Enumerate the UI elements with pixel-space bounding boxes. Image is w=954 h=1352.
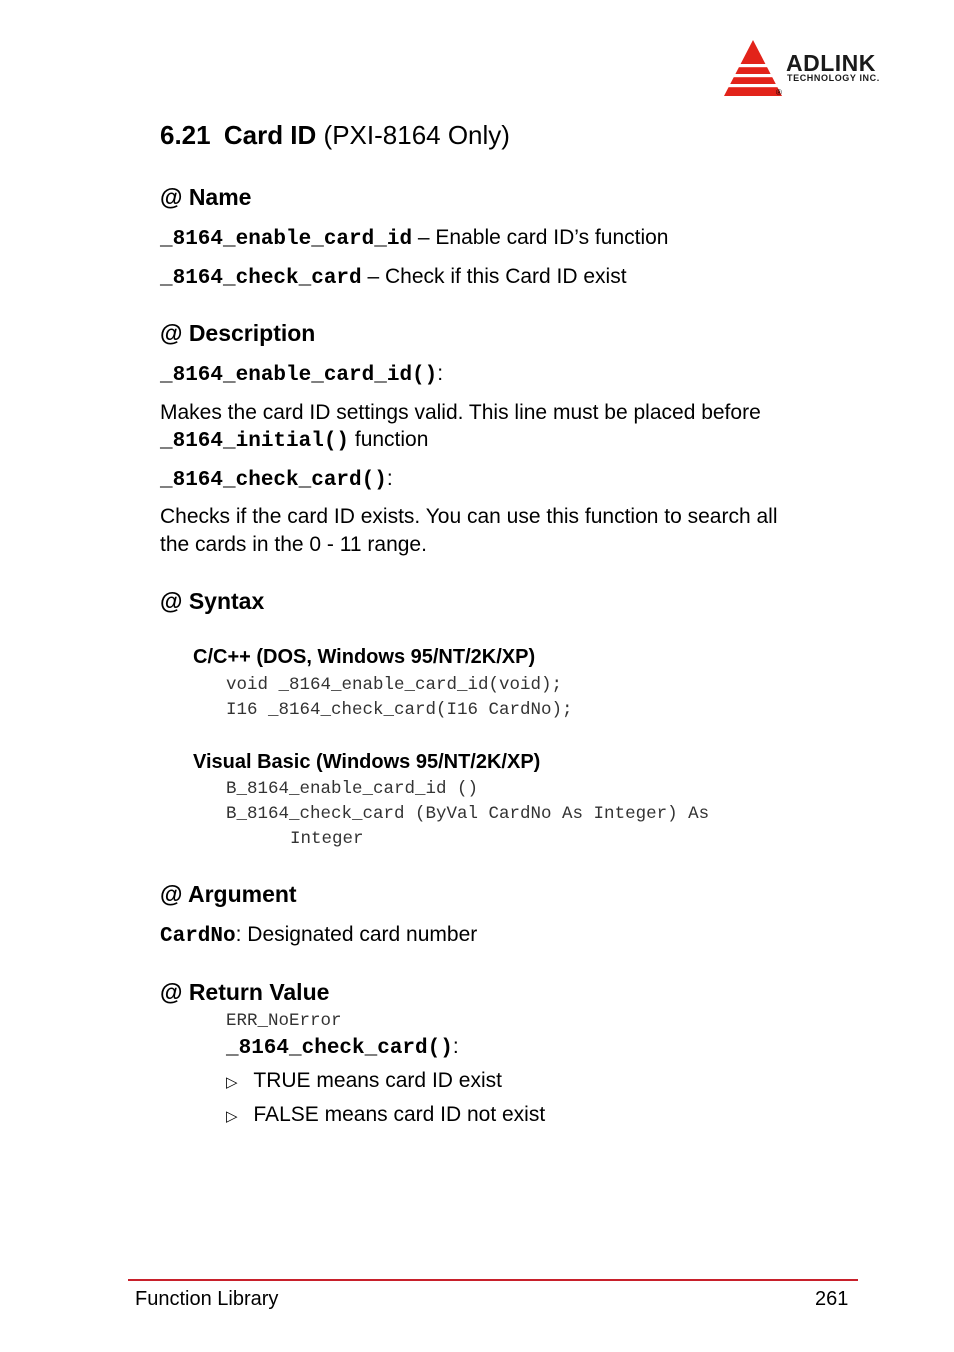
- argument-heading: @ Argument: [160, 881, 297, 907]
- description-colon: :: [437, 362, 444, 385]
- description-para-1-line-2: [160, 426, 428, 456]
- syntax-vb-line: B_8164_enable_card_id (): [226, 779, 479, 799]
- description-func-name: _8164_check_card(): [160, 469, 387, 492]
- argument-desc: : Designated card number: [235, 923, 478, 946]
- syntax-vb-line: Integer: [290, 829, 364, 849]
- section-title-rest: (PXI-8164 Only): [323, 120, 510, 150]
- return-value-bullet: [226, 1101, 545, 1131]
- description-colon: :: [386, 467, 393, 490]
- logo-brand: ADLINK: [786, 50, 876, 76]
- return-value-func: [226, 1033, 459, 1063]
- return-value-code: ERR_NoError: [226, 1011, 342, 1031]
- adlink-logo-mark-icon: [722, 38, 784, 98]
- logo-tagline: TECHNOLOGY INC.: [787, 73, 880, 83]
- description-para-1-line-1: Makes the card ID settings valid. This line must be placed before: [160, 401, 761, 424]
- argument-param: CardNo: [160, 925, 236, 948]
- name-item: [160, 224, 668, 254]
- description-inline-func: _8164_initial(): [160, 430, 350, 453]
- name-desc: – Check if this Card ID exist: [361, 265, 627, 288]
- name-func: _8164_check_card: [160, 267, 362, 290]
- name-item: [160, 263, 627, 293]
- name-desc: – Enable card ID’s function: [412, 226, 669, 249]
- description-func-name: _8164_enable_card_id(): [160, 364, 438, 387]
- section-number: 6.21: [160, 120, 211, 150]
- footer-rule: [128, 1279, 858, 1281]
- argument-item: [160, 921, 477, 951]
- syntax-heading: @ Syntax: [160, 588, 265, 614]
- name-func: _8164_enable_card_id: [160, 228, 413, 251]
- syntax-vb-heading: Visual Basic (Windows 95/NT/2K/XP): [193, 751, 541, 773]
- logo-registered-mark: ®: [776, 88, 782, 97]
- syntax-vb-line: B_8164_check_card (ByVal CardNo As Integer) As: [226, 804, 710, 824]
- name-heading: @ Name: [160, 184, 252, 210]
- bullet-text: TRUE means card ID exist: [253, 1069, 502, 1092]
- description-heading: @ Description: [160, 320, 316, 346]
- footer-left-text: Function Library: [135, 1288, 279, 1310]
- bullet-text: FALSE means card ID not exist: [253, 1103, 546, 1126]
- description-func-1: [160, 360, 443, 390]
- description-func-2: [160, 465, 393, 495]
- description-para-2-line-2: the cards in the 0 - 11 range.: [160, 533, 427, 556]
- bullet-triangle-icon: ▷: [226, 1108, 238, 1125]
- syntax-c-line: I16 _8164_check_card(I16 CardNo);: [226, 700, 573, 720]
- syntax-c-line: void _8164_enable_card_id(void);: [226, 675, 563, 695]
- syntax-c-heading: C/C++ (DOS, Windows 95/NT/2K/XP): [193, 646, 536, 668]
- return-value-heading: @ Return Value: [160, 979, 330, 1005]
- page-number: 261: [815, 1288, 849, 1310]
- return-value-colon: :: [452, 1035, 459, 1058]
- description-para-2-line-1: Checks if the card ID exists. You can use this function to search all: [160, 505, 778, 528]
- return-value-bullet: [226, 1067, 502, 1097]
- return-value-func-name: _8164_check_card(): [226, 1037, 453, 1060]
- description-inline-rest: function: [349, 428, 429, 451]
- bullet-triangle-icon: ▷: [226, 1074, 238, 1091]
- section-title-bold: Card ID: [223, 120, 317, 150]
- section-title: [160, 120, 510, 151]
